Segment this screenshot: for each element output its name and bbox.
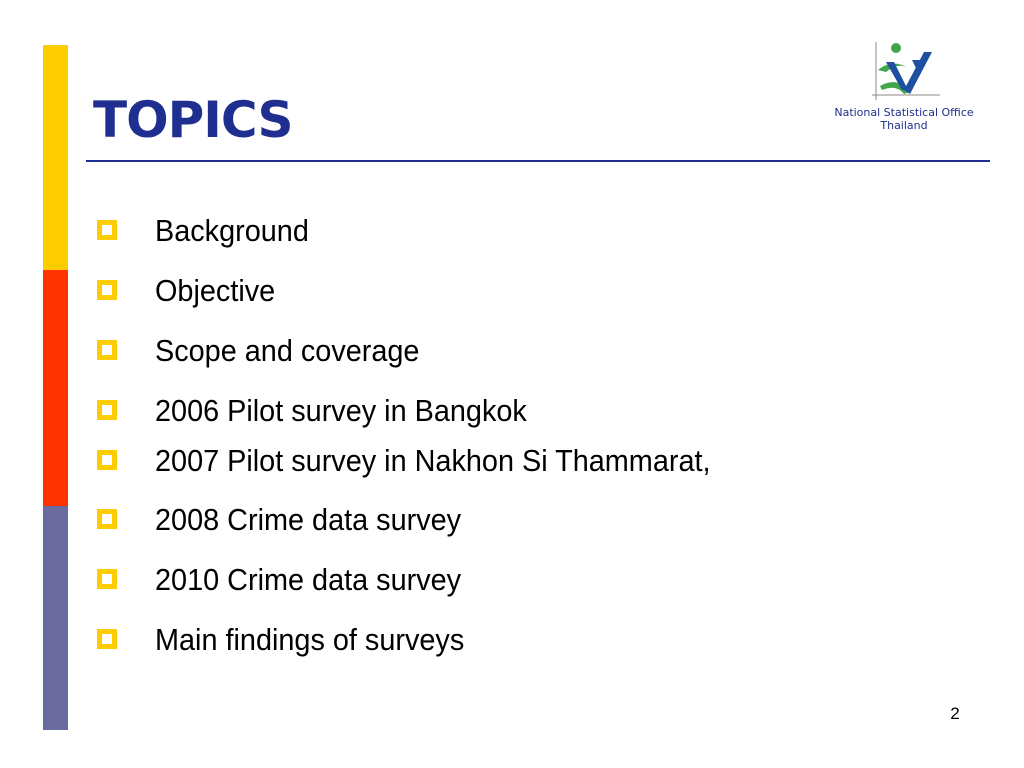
topic-label: 2007 Pilot survey in Nakhon Si Thammarat, xyxy=(155,443,711,478)
square-bullet-icon xyxy=(97,220,117,240)
square-bullet-icon xyxy=(97,400,117,420)
square-bullet-icon xyxy=(97,280,117,300)
topic-label: Objective xyxy=(155,273,276,308)
square-bullet-icon xyxy=(97,569,117,589)
topic-label: 2006 Pilot survey in Bangkok xyxy=(155,393,527,428)
topic-label: 2010 Crime data survey xyxy=(155,562,462,597)
title-underline xyxy=(86,160,990,162)
topic-label: Scope and coverage xyxy=(155,333,420,368)
logo-caption xyxy=(812,106,996,132)
list-item xyxy=(97,501,977,541)
square-bullet-icon xyxy=(97,450,117,470)
list-item xyxy=(97,561,977,601)
logo-caption-line1: National Statistical Office xyxy=(834,106,974,119)
list-item xyxy=(97,621,977,661)
accent-bar-yellow xyxy=(43,45,68,270)
nso-logo xyxy=(812,40,996,140)
topic-label: 2008 Crime data survey xyxy=(155,502,462,537)
logo-caption-line2: Thailand xyxy=(880,119,928,132)
square-bullet-icon xyxy=(97,340,117,360)
list-item xyxy=(97,272,977,312)
topic-label: Background xyxy=(155,213,309,248)
square-bullet-icon xyxy=(97,509,117,529)
topic-label: Main findings of surveys xyxy=(155,622,465,657)
page-number: 2 xyxy=(950,704,960,723)
list-item xyxy=(97,442,977,482)
list-item xyxy=(97,332,977,372)
slide-title: TOPICS xyxy=(93,91,293,149)
accent-bar-red xyxy=(43,270,68,506)
list-item xyxy=(97,392,977,432)
accent-bar-purple xyxy=(43,506,68,730)
square-bullet-icon xyxy=(97,629,117,649)
nso-logo-icon xyxy=(812,40,996,106)
list-item xyxy=(97,212,977,252)
